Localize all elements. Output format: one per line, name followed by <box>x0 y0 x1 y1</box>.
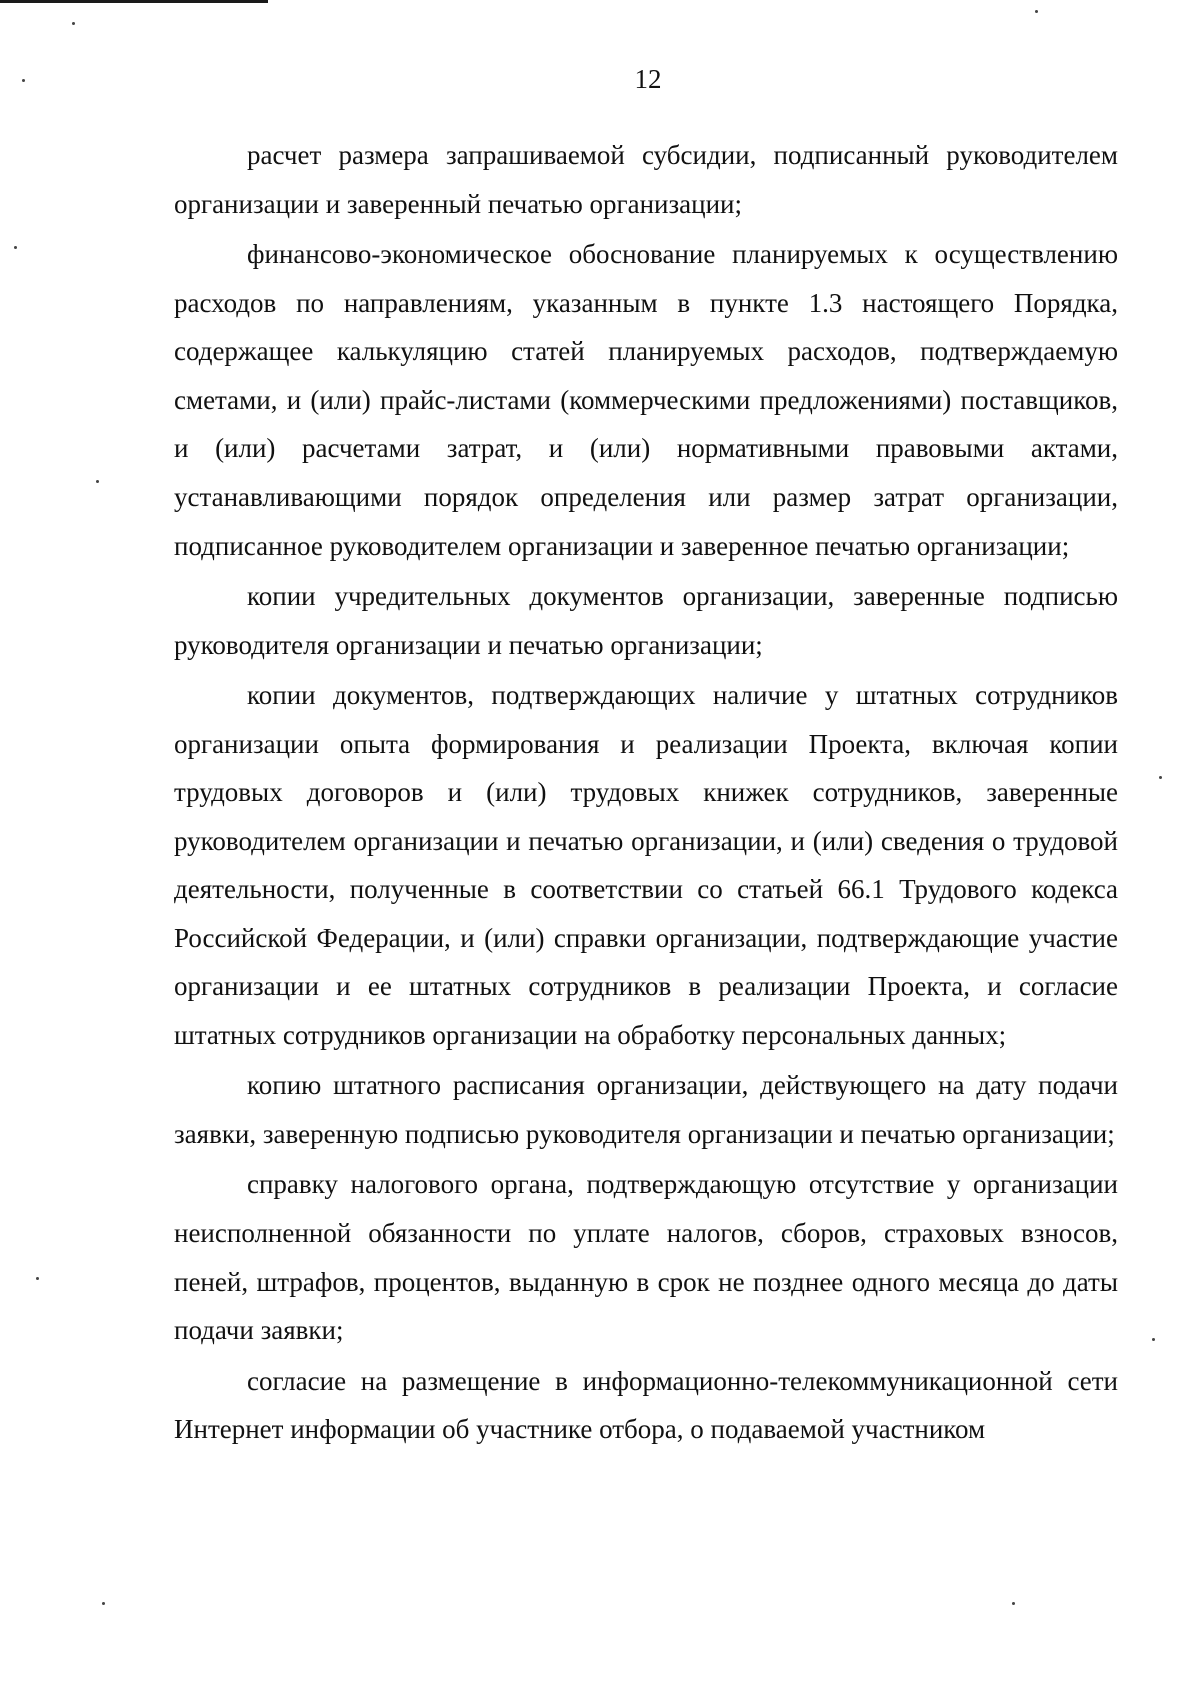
scan-speck <box>1152 1338 1155 1341</box>
paragraph-staff-schedule: копию штатного расписания организации, действующего на дату подачи заявки, заверенную подписью руководителя организации и печатью организации; <box>174 1070 1118 1150</box>
scan-speck <box>1159 776 1162 779</box>
scan-edge-rule <box>0 0 268 3</box>
paragraph-tax-certificate: справку налогового органа, подтверждающую отсутствие у организации неисполненной обязанности по уплате налогов, сборов, страховых взносов, пеней, штрафов, процентов, выданную в срок не позднее одного месяца до даты подачи заявки; <box>174 1169 1118 1346</box>
paragraph-subsidy-calculation: расчет размера запрашиваемой субсидии, подписанный руководителем организации и заверенный печатью организации; <box>174 140 1118 219</box>
scan-speck <box>1035 10 1038 13</box>
scan-speck <box>102 1602 105 1605</box>
scan-speck <box>22 79 25 82</box>
page-number: 12 <box>634 64 662 94</box>
scan-speck <box>72 22 75 25</box>
scan-speck <box>96 480 99 483</box>
scan-speck <box>14 246 17 249</box>
paragraph-staff-experience-documents: копии документов, подтверждающих наличие у штатных сотрудников организации опыта формирования и реализации Проекта, включая копии трудовых договоров и (или) трудовых книжек сотрудников, заверенные руководителем организации и печатью организации, и (или) сведения о трудовой деятельности, полученные в соответствии со статьей 66.1 Трудового кодекса Российской Федерации, и (или) справки организации, подтверждающие участие организации и ее штатных сотрудников в реализации Проекта, и согласие штатных сотрудников организации на обработку персональных данных; <box>174 679 1118 1051</box>
paragraph-financial-justification: финансово-экономическое обоснование планируемых к осуществлению расходов по направлениям, указанным в пункте 1.3 настоящего Порядка, содержащее калькуляцию статей планируемых расходов, подтверждаемую сметами, и (или) прайс-листами (коммерческими предложениями) поставщиков, и (или) расчетами затрат, и (или) нормативными правовыми актами, устанавливающими порядок определения или размер затрат организации, подписанное руководителем организации и заверенное печатью организации; <box>174 238 1118 561</box>
paragraph-internet-consent: согласие на размещение в информационно-телекоммуникационной сети Интернет информации об участнике отбора, о подаваемой участником <box>174 1365 1118 1445</box>
document-body <box>174 131 1118 1454</box>
paragraph-founding-documents: копии учредительных документов организации, заверенные подписью руководителя организации и печатью организации; <box>174 580 1118 660</box>
scan-speck <box>1012 1602 1015 1605</box>
scan-speck <box>36 1277 39 1280</box>
